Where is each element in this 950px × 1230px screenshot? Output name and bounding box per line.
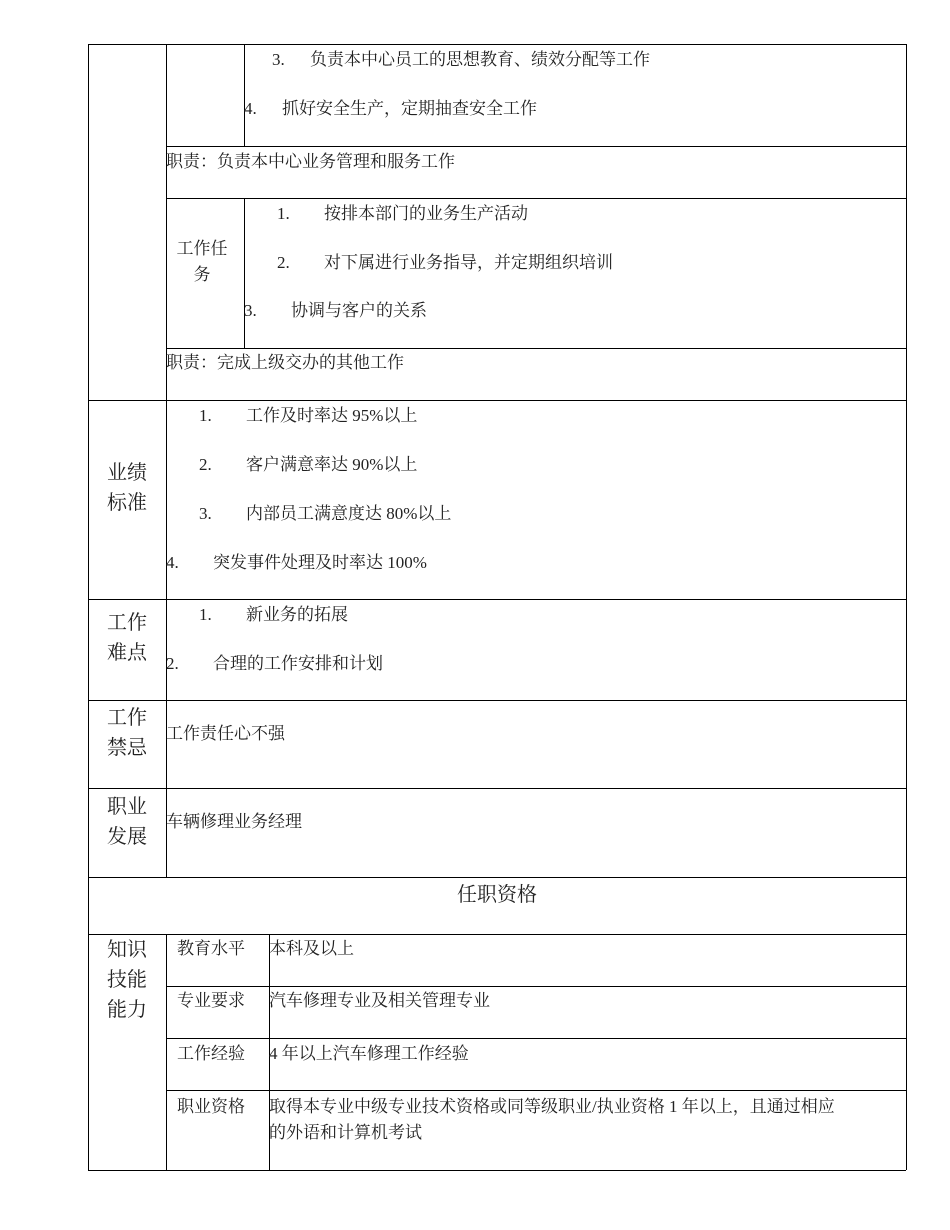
difficulty-label: 工作难点 (107, 612, 147, 664)
qualification-value-line2: 的外语和计算机考试 (269, 1123, 422, 1142)
list-item: 2. 合理的工作安排和计划 (166, 654, 383, 673)
qualification-value: 取得本专业中级专业技术资格或同等级职业/执业资格 1 年以上，且通过相应 (269, 1097, 835, 1116)
list-item: 3. 负责本中心员工的思想教育、绩效分配等工作 (272, 50, 650, 69)
qualification-key: 职业资格 (177, 1097, 245, 1116)
qualification-label: 知识技能能力 (107, 939, 147, 1021)
qualification-key: 教育水平 (177, 939, 245, 958)
list-item: 1. 新业务的拓展 (199, 605, 348, 624)
qualification-key: 工作经验 (177, 1044, 245, 1063)
qualification-title: 任职资格 (457, 884, 537, 906)
list-item: 3. 内部员工满意度达 80%以上 (199, 504, 452, 523)
duty-text: 职责：负责本中心业务管理和服务工作 (166, 152, 455, 171)
list-item: 2. 对下属进行业务指导，并定期组织培训 (277, 253, 613, 272)
list-item: 4. 抓好安全生产，定期抽查安全工作 (244, 99, 537, 118)
task-label: 工作任务 (176, 239, 228, 284)
taboo-label: 工作禁忌 (107, 707, 147, 759)
list-item: 4. 突发事件处理及时率达 100% (166, 553, 427, 572)
list-item: 1. 按排本部门的业务生产活动 (277, 204, 528, 223)
qualification-key: 专业要求 (177, 991, 245, 1010)
list-item: 1. 工作及时率达 95%以上 (199, 406, 418, 425)
career-text: 车辆修理业务经理 (166, 812, 302, 831)
list-item: 3. 协调与客户的关系 (244, 301, 427, 320)
qualification-value: 本科及以上 (269, 939, 354, 958)
taboo-text: 工作责任心不强 (166, 724, 285, 743)
performance-label: 业绩标准 (107, 462, 147, 514)
list-item: 2. 客户满意率达 90%以上 (199, 455, 418, 474)
career-label: 职业发展 (107, 796, 147, 848)
qualification-value: 汽车修理专业及相关管理专业 (269, 991, 490, 1010)
duty-text: 职责：完成上级交办的其他工作 (166, 353, 404, 372)
qualification-value: 4 年以上汽车修理工作经验 (269, 1044, 469, 1063)
